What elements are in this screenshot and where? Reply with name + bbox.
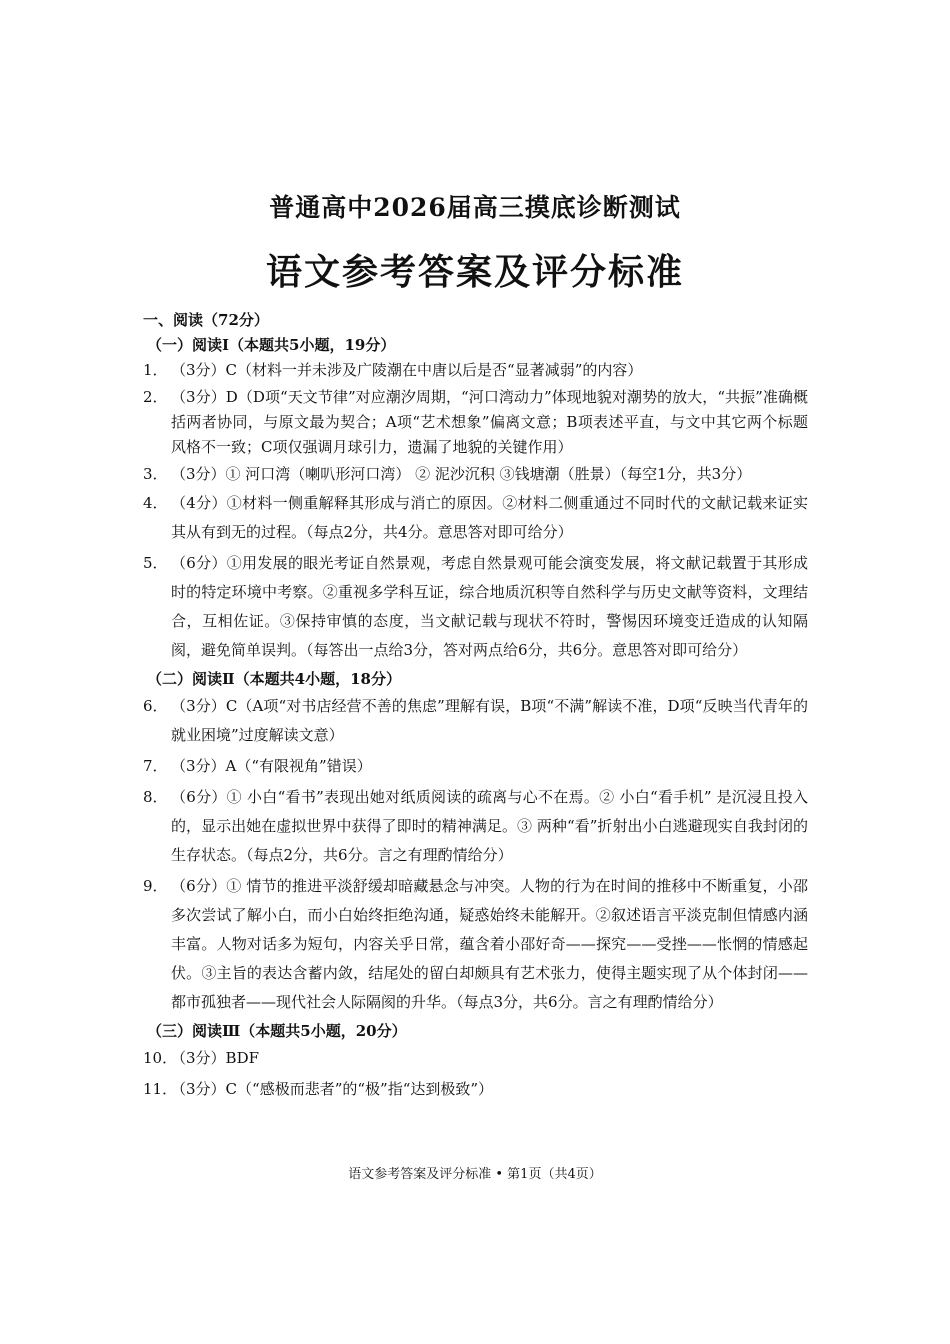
- part-reading-3-heading: （三）阅读Ⅲ（本题共5小题，20分）: [147, 1022, 407, 1040]
- item-number: 2．: [143, 388, 168, 406]
- page-footer: 语文参考答案及评分标准 • 第1页（共4页）: [348, 1167, 602, 1182]
- answer-body: [143, 307, 808, 1106]
- document-title: 语文参考答案及评分标准: [265, 251, 684, 293]
- item-text: （6分）①用发展的眼光考证自然景观，考虑自然景观可能会演变发展，将文献记载置于其形成时的特定环境中考察。②重视多学科互证，综合地质沉积等自然科学与历史文献等资料，文理结合，互相佐证。③保持审慎的态度，当文献记载与现状不符时，警惕因环境变迁造成的认知隔阂，避免简单误判。（每答出一点给3分，答对两点给6分，共6分。意思答对即可给分）: [171, 554, 808, 659]
- item-number: 1．: [143, 361, 168, 379]
- answer-item: [143, 549, 808, 665]
- item-number: 9．: [143, 877, 168, 895]
- item-number: 5．: [143, 554, 168, 572]
- answer-item: [143, 1075, 808, 1104]
- answer-item: [143, 783, 808, 870]
- part-reading-2-heading: （二）阅读Ⅱ（本题共4小题，18分）: [147, 670, 401, 688]
- item-text: （6分）① 小白“看书”表现出她对纸质阅读的疏离与心不在焉。② 小白“看手机” 是沉浸且投入的，显示出她在虚拟世界中获得了即时的精神满足。③ 两种“看”折射出小白逃避现实自我封闭的生存状态。（每点2分，共6分。言之有理酌情给分）: [171, 788, 808, 864]
- answer-item: [143, 489, 808, 547]
- item-number: 11．: [143, 1080, 178, 1098]
- answer-item: [143, 752, 808, 781]
- item-number: 8．: [143, 788, 168, 806]
- exam-title: 普通高中2026届高三摸底诊断测试: [269, 193, 681, 222]
- answer-item: [143, 872, 808, 1017]
- item-number: 7．: [143, 757, 168, 775]
- item-text: （4分）①材料一侧重解释其形成与消亡的原因。②材料二侧重通过不同时代的文献记载来证实其从有到无的过程。（每点2分，共4分。意思答对即可给分）: [171, 494, 808, 541]
- answer-item: [143, 692, 808, 750]
- item-number: 3．: [143, 465, 168, 483]
- item-text: （3分）BDF: [171, 1049, 260, 1067]
- part-reading-1-heading: （一）阅读Ⅰ（本题共5小题，19分）: [147, 336, 396, 354]
- item-number: 10．: [143, 1049, 178, 1067]
- answer-item: [143, 1044, 808, 1073]
- item-text: （3分）C（材料一并未涉及广陵潮在中唐以后是否“显著减弱”的内容）: [171, 361, 643, 379]
- item-text: （6分）① 情节的推进平淡舒缓却暗藏悬念与冲突。人物的行为在时间的推移中不断重复，小邵多次尝试了解小白，而小白始终拒绝沟通，疑惑始终未能解开。②叙述语言平淡克制但情感内涵丰富。人物对话多为短句，内容关乎日常，蕴含着小邵好奇——探究——受挫——怅惘的情感起伏。③主旨的表达含蓄内敛，结尾处的留白却颇具有艺术张力，使得主题实现了从个体封闭——都市孤独者——现代社会人际隔阂的升华。（每点3分，共6分。言之有理酌情给分）: [171, 877, 808, 1011]
- item-number: 6．: [143, 697, 168, 715]
- item-number: 4．: [143, 494, 168, 512]
- answer-item: [143, 385, 808, 460]
- answer-item: [143, 462, 808, 487]
- item-text: （3分）C（A项“对书店经营不善的焦虑”理解有误，B项“不满”解读不准，D项“反映当代青年的就业困境”过度解读文意）: [171, 697, 808, 744]
- section-reading-heading: 一、阅读（72分）: [143, 311, 269, 329]
- item-text: （3分）① 河口湾（喇叭形河口湾） ② 泥沙沉积 ③钱塘潮（胜景）（每空1分，共3分）: [171, 465, 752, 483]
- answer-item: [143, 358, 808, 383]
- item-text: （3分）A（“有限视角”错误）: [171, 757, 372, 775]
- item-text: （3分）C（“感极而悲者”的“极”指“达到极致”）: [171, 1080, 494, 1098]
- item-text: （3分）D（D项“天文节律”对应潮汐周期，“河口湾动力”体现地貌对潮势的放大，“共振”准确概括两者协同，与原文最为契合；A项“艺术想象”偏离文意；B项表述平直，与文中其它两个标题风格不一致；C项仅强调月球引力，遗漏了地貌的关键作用）: [171, 388, 808, 456]
